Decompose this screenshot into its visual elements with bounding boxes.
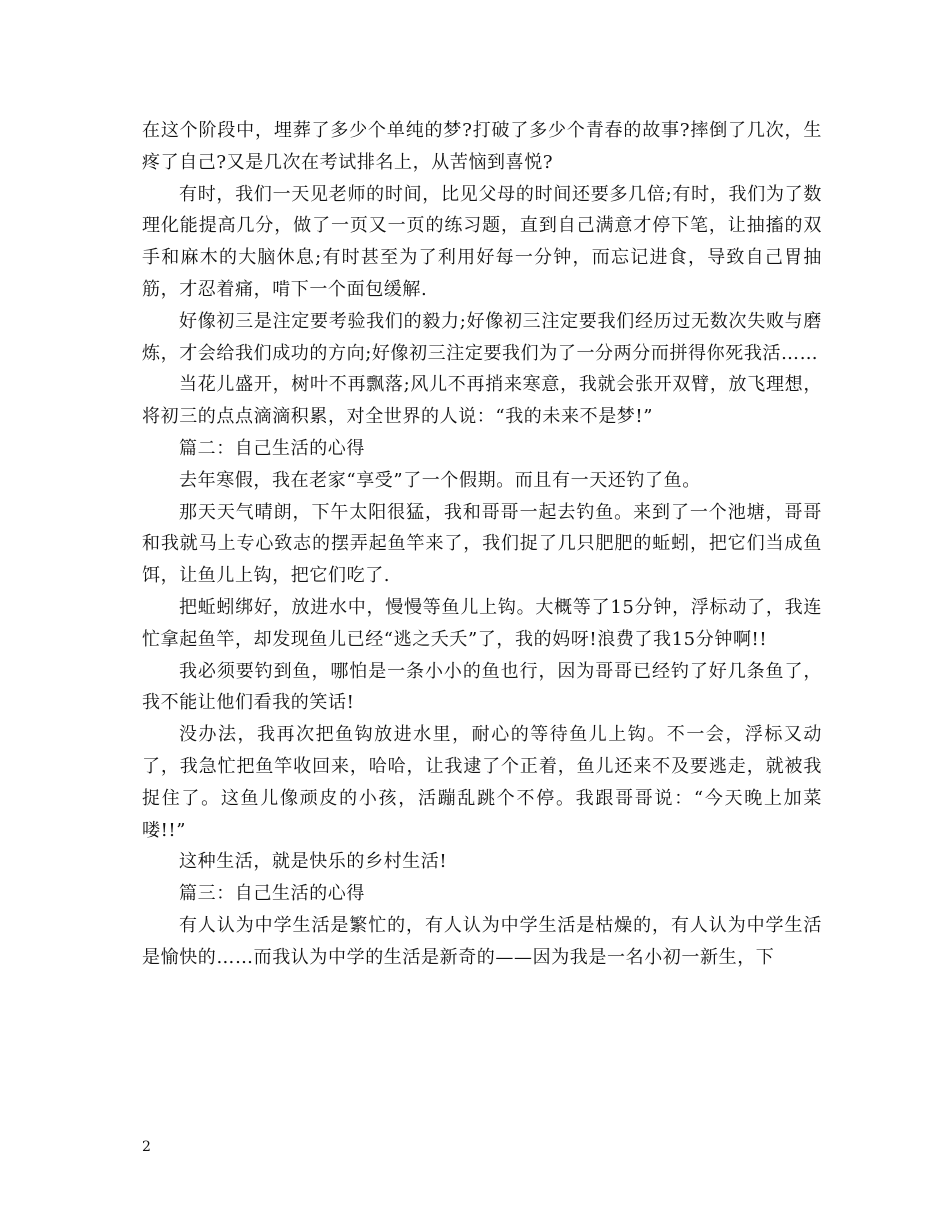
paragraph-5: 去年寒假，我在老家“享受”了一个假期。而且有一天还钓了鱼。 [179,469,701,491]
paragraph-10: 这种生活，就是快乐的乡村生活! [179,851,448,873]
paragraph-8: 我必须要钓到鱼，哪怕是一条小小的鱼也行，因为哥哥已经钓了好几条鱼了，我不能让他们看我的笑话! [142,660,822,714]
page-number: 2 [142,1139,151,1155]
paragraph-9: 没办法，我再次把鱼钩放进水里，耐心的等待鱼儿上钩。不一会，浮标又动了，我急忙把鱼竿收回来，哈哈，让我逮了个正着，鱼儿还来不及要逃走，就被我捉住了。这鱼儿像顽皮的小孩，活蹦乱跳个不停。我跟哥哥说：“今天晚上加菜喽!!” [142,724,822,841]
paragraph-1: 在这个阶段中，埋葬了多少个单纯的梦?打破了多少个青春的故事?摔倒了几次，生疼了自己?又是几次在考试排名上，从苦恼到喜悦? [142,120,822,173]
paragraph-4: 当花儿盛开，树叶不再飘落;风儿不再捎来寒意，我就会张开双臂，放飞理想，将初三的点点滴滴积累，对全世界的人说：“我的未来不是梦!” [142,374,822,428]
paragraph-3: 好像初三是注定要考验我们的毅力;好像初三注定要我们经历过无数次失败与磨炼，才会给我们成功的方向;好像初三注定要我们为了一分两分而拼得你死我活…… [142,310,822,364]
paragraph-6: 那天天气晴朗，下午太阳很猛，我和哥哥一起去钓鱼。来到了一个池塘，哥哥和我就马上专心致志的摆弄起鱼竿来了，我们捉了几只肥肥的蚯蚓，把它们当成鱼饵，让鱼儿上钩，把它们吃了. [142,501,822,587]
section-heading-3: 篇三：自己生活的心得 [179,883,365,905]
paragraph-7: 把蚯蚓绑好，放进水中，慢慢等鱼儿上钩。大概等了15分钟，浮标动了，我连忙拿起鱼竿，却发现鱼儿已经“逃之夭夭”了，我的妈呀!浪费了我15分钟啊!! [142,596,822,650]
paragraph-11: 有人认为中学生活是繁忙的，有人认为中学生活是枯燥的，有人认为中学生活是愉快的……而我认为中学的生活是新奇的——因为我是一名小初一新生，下 [142,914,822,968]
paragraph-2: 有时，我们一天见老师的时间，比见父母的时间还要多几倍;有时，我们为了数理化能提高几分，做了一页又一页的练习题，直到自己满意才停下笔，让抽搐的双手和麻木的大脑休息;有时甚至为了利用好每一分钟，而忘记进食，导致自己胃抽筋，才忍着痛，啃下一个面包缓解. [142,183,822,300]
document-body [142,115,822,974]
section-heading-2: 篇二：自己生活的心得 [179,437,365,459]
